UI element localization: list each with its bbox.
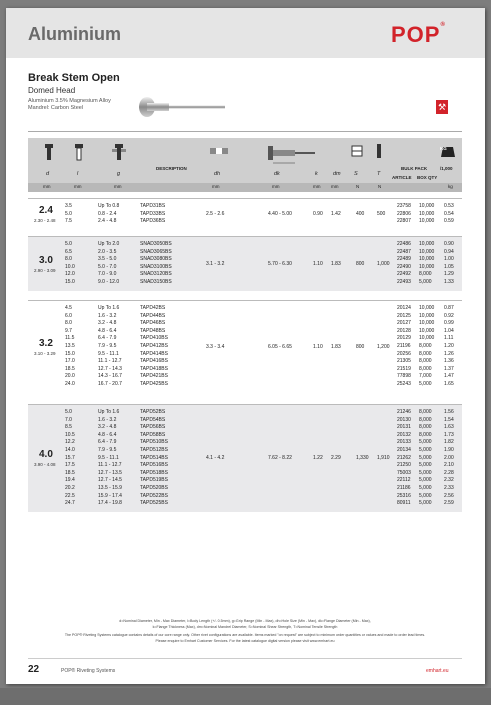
table-cell-g: Up To 2.0 xyxy=(98,241,120,247)
table-cell-art: 21305 xyxy=(397,358,411,365)
group-dk: 7.62 - 8.22 xyxy=(268,455,292,462)
table-cell-kg: 0.54 xyxy=(444,210,454,217)
table-cell-l: 6.5 xyxy=(65,248,72,255)
table-cell-desc: TAPD36BS xyxy=(140,218,166,225)
table-cell-l: 20.0 xyxy=(65,373,75,380)
table-cell-g: 12.7 - 13.5 xyxy=(98,469,122,476)
table-cell-kg: 1.00 xyxy=(444,256,454,263)
table-cell-art: 75003 xyxy=(397,469,411,476)
table-cell-qty: 8,000 xyxy=(419,365,432,372)
table-cell-kg: 1.04 xyxy=(444,327,454,334)
table-cell-art: 80911 xyxy=(397,500,411,507)
table-cell-art: 22493 xyxy=(397,279,411,285)
table-cell-kg: 1.65 xyxy=(444,381,454,387)
table-cell-desc: TAPD520BS xyxy=(140,485,168,491)
table-cell-g: Up To 1.6 xyxy=(98,409,120,415)
table-cell-art: 22807 xyxy=(397,218,411,225)
brand-text: POP xyxy=(391,22,441,47)
table-cell-l: 17.0 xyxy=(65,358,75,365)
footer-divider xyxy=(28,658,462,659)
table-cell-l: 5.0 xyxy=(65,210,72,217)
table-cell-kg: 0.59 xyxy=(444,218,454,225)
table-cell-kg: 0.90 xyxy=(444,241,454,247)
table-cell-g: 12.7 - 14.3 xyxy=(98,365,122,372)
table-cell-qty: 5,000 xyxy=(419,279,432,285)
pop-logo xyxy=(391,22,446,48)
table-cell-g: 14.3 - 16.7 xyxy=(98,373,122,380)
table-cell-art: 21246 xyxy=(397,409,411,415)
hdr-per-1000: /1,000 xyxy=(440,166,453,171)
table-cell-l: 7.5 xyxy=(65,218,72,225)
material-body: Aluminium 3.5% Magnesium Alloy xyxy=(28,98,111,104)
kg-label: KG xyxy=(440,146,447,151)
table-cell-g: 6.4 - 7.9 xyxy=(98,439,117,446)
page-number: 22 xyxy=(28,664,40,675)
table-cell-qty: 10,000 xyxy=(419,327,435,334)
table-cell-desc: SNAD3150BS xyxy=(140,279,172,285)
table-cell-desc: TAPD58BS xyxy=(140,431,166,438)
table-cell-qty: 5,000 xyxy=(419,492,432,499)
divider xyxy=(28,131,462,132)
group-dh: 3.3 - 3.4 xyxy=(206,343,225,350)
group-dm: 1.83 xyxy=(331,260,341,267)
hdr-dm: dm xyxy=(333,171,341,177)
table-cell-qty: 8,000 xyxy=(419,431,432,438)
group-dh: 2.5 - 2.6 xyxy=(206,211,225,218)
group-diameter-range: 3.90 - 4.08 xyxy=(34,462,56,468)
product-title: Break Stem Open xyxy=(28,72,120,84)
table-cell-desc: TAPD56BS xyxy=(140,424,166,431)
group-k: 1.22 xyxy=(313,455,323,462)
group-S: 1,330 xyxy=(356,455,369,462)
table-cell-g: 17.4 - 19.8 xyxy=(98,500,122,507)
table-cell-qty: 10,000 xyxy=(419,241,435,247)
table-cell-g: Up To 0.8 xyxy=(98,203,120,209)
table-cell-kg: 2.28 xyxy=(444,469,454,476)
hdr-g: g xyxy=(117,171,121,177)
group-diameter: 2.4 xyxy=(39,205,53,217)
footer-website: emhart.eu xyxy=(426,668,449,674)
table-cell-kg: 2.00 xyxy=(444,454,454,461)
table-cell-qty: 8,000 xyxy=(419,350,432,357)
group-T: 1,000 xyxy=(377,260,390,267)
table-cell-art: 20133 xyxy=(397,439,411,446)
table-cell-art: 25243 xyxy=(397,381,411,387)
table-cell-l: 8.0 xyxy=(65,256,72,263)
table-cell-qty: 8,000 xyxy=(419,343,432,349)
table-cell-kg: 0.94 xyxy=(444,248,454,255)
table-cell-qty: 10,000 xyxy=(419,312,435,319)
table-cell-kg: 1.54 xyxy=(444,416,454,423)
product-subtitle: Domed Head xyxy=(28,86,76,95)
hdr-dh: dh xyxy=(214,171,221,177)
table-cell-l: 10.5 xyxy=(65,431,75,438)
unit-T: N xyxy=(378,184,382,189)
table-cell-kg: 1.82 xyxy=(444,439,454,446)
table-cell-desc: TAPD33BS xyxy=(140,210,166,217)
table-cell-g: 16.7 - 20.7 xyxy=(98,381,122,387)
table-cell-art: 22806 xyxy=(397,210,411,217)
table-cell-art: 22492 xyxy=(397,271,411,278)
table-cell-art: 20125 xyxy=(397,312,411,319)
table-cell-qty: 5,000 xyxy=(419,381,432,387)
group-k: 0.90 xyxy=(313,211,323,218)
hdr-dk: dk xyxy=(274,171,280,177)
table-cell-art: 21186 xyxy=(397,485,411,491)
table-cell-kg: 2.32 xyxy=(444,477,454,484)
table-cell-qty: 8,000 xyxy=(419,424,432,431)
table-cell-l: 20.2 xyxy=(65,485,75,491)
table-cell-l: 12.2 xyxy=(65,439,75,446)
group-diameter: 4.0 xyxy=(39,449,53,461)
table-cell-kg: 1.20 xyxy=(444,343,454,349)
table-cell-qty: 5,000 xyxy=(419,469,432,476)
catalogue-page xyxy=(6,8,485,684)
grip-icon xyxy=(112,144,126,162)
table-cell-desc: TAPD44BS xyxy=(140,312,166,319)
table-cell-art: 20127 xyxy=(397,320,411,327)
table-cell-l: 15.0 xyxy=(65,279,75,285)
table-cell-art: 21519 xyxy=(397,365,411,372)
table-cell-g: 9.5 - 11.1 xyxy=(98,350,119,357)
table-cell-l: 10.0 xyxy=(65,263,75,270)
table-cell-desc: TAPD525BS xyxy=(140,500,168,507)
table-cell-kg: 1.33 xyxy=(444,279,454,285)
rivet-dimension-icon xyxy=(260,144,320,166)
hdr-l: l xyxy=(77,171,79,177)
table-cell-l: 11.5 xyxy=(65,335,75,342)
table-cell-desc: TAPD414BS xyxy=(140,350,168,357)
table-cell-kg: 1.47 xyxy=(444,373,454,380)
table-cell-l: 18.5 xyxy=(65,365,75,372)
footnote-2: k=Flange Thickness (Max), dm=Nominal Mandrel Diameter, S=Nominal Shear Strength, T=Nominal Tensile Strength xyxy=(152,625,338,629)
table-cell-kg: 1.37 xyxy=(444,365,454,372)
table-cell-desc: SNAD3080BS xyxy=(140,256,172,263)
table-cell-art: 20134 xyxy=(397,447,411,453)
group-S: 800 xyxy=(356,260,365,267)
table-cell-desc: TAPD418BS xyxy=(140,365,168,372)
table-cell-art: 23758 xyxy=(397,203,411,209)
table-cell-l: 15.0 xyxy=(65,350,75,357)
hdr-article: ARTICLE xyxy=(392,175,412,180)
table-cell-g: 3.5 - 5.0 xyxy=(98,256,117,263)
table-cell-g: Up To 1.6 xyxy=(98,305,120,311)
table-cell-qty: 10,000 xyxy=(419,256,435,263)
table-cell-kg: 0.99 xyxy=(444,320,454,327)
table-cell-l: 24.0 xyxy=(65,381,75,387)
table-cell-g: 7.0 - 9.0 xyxy=(98,271,117,278)
hdr-bulk-pack: BULK PACK xyxy=(401,166,428,171)
diameter-icon xyxy=(42,144,56,162)
unit-d: mm xyxy=(43,184,51,189)
unit-S: N xyxy=(356,184,360,189)
unit-g: mm xyxy=(114,184,122,189)
table-cell-art: 20129 xyxy=(397,335,411,342)
table-cell-kg: 0.53 xyxy=(444,203,454,209)
table-cell-g: 4.8 - 6.4 xyxy=(98,327,117,334)
table-cell-kg: 2.59 xyxy=(444,500,454,507)
viewer-bottom-bar xyxy=(0,688,491,705)
table-cell-art: 22486 xyxy=(397,241,411,247)
group-dh: 3.1 - 3.2 xyxy=(206,260,225,267)
table-cell-l: 24.7 xyxy=(65,500,75,507)
table-cell-desc: SNAD3065BS xyxy=(140,248,172,255)
group-dm: 2.29 xyxy=(331,455,341,462)
unit-k: mm xyxy=(313,184,321,189)
unit-dk: mm xyxy=(272,184,280,189)
table-cell-l: 5.0 xyxy=(65,409,72,415)
table-cell-desc: TAPD421BS xyxy=(140,373,168,380)
table-cell-art: 77898 xyxy=(397,373,411,380)
table-cell-g: 9.5 - 11.1 xyxy=(98,454,119,461)
table-cell-kg: 1.36 xyxy=(444,358,454,365)
table-cell-l: 13.5 xyxy=(65,343,75,349)
table-cell-l: 14.0 xyxy=(65,447,75,453)
table-cell-desc: TAPD31BS xyxy=(140,203,166,209)
table-cell-kg: 0.87 xyxy=(444,305,454,311)
table-cell-l: 18.5 xyxy=(65,469,75,476)
unit-l: mm xyxy=(74,184,82,189)
table-cell-l: 22.5 xyxy=(65,492,75,499)
table-cell-desc: TAPD416BS xyxy=(140,358,168,365)
table-cell-desc: TAPD54BS xyxy=(140,416,166,423)
table-cell-desc: TAPD519BS xyxy=(140,477,168,484)
table-cell-art: 22112 xyxy=(397,477,411,484)
footnote-3: The POP® Riveting Systems catalogue contains details of our core range only. Other rivet configurations are available. Items marked "on request" are subject to minimum order quantities or values and made to order lead times. xyxy=(64,633,426,637)
table-cell-kg: 1.29 xyxy=(444,271,454,278)
diameter-group xyxy=(28,236,462,291)
table-cell-art: 20124 xyxy=(397,305,411,311)
table-cell-art: 22489 xyxy=(397,256,411,263)
table-cell-l: 4.5 xyxy=(65,305,72,311)
table-cell-desc: TAPD46BS xyxy=(140,320,166,327)
table-cell-qty: 8,000 xyxy=(419,416,432,423)
table-cell-desc: TAPD425BS xyxy=(140,381,168,387)
group-S: 400 xyxy=(356,211,365,218)
table-cell-desc: TAPD516BS xyxy=(140,462,168,469)
group-T: 500 xyxy=(377,211,386,218)
table-cell-g: 2.4 - 4.8 xyxy=(98,218,117,225)
table-cell-qty: 5,000 xyxy=(419,447,432,453)
drill-icon: ⚒ xyxy=(437,102,447,112)
table-cell-desc: TAPD412BS xyxy=(140,343,168,349)
footnote-4: Please enquire to Emhart Customer Services. For the latest catalogue digital version please visit www.emhart.eu xyxy=(155,639,335,643)
table-cell-desc: TAPD410BS xyxy=(140,335,168,342)
table-cell-art: 20256 xyxy=(397,350,411,357)
table-cell-desc: TAPD514BS xyxy=(140,454,168,461)
group-S: 800 xyxy=(356,343,365,350)
unit-dm: mm xyxy=(331,184,339,189)
group-k: 1.10 xyxy=(313,343,323,350)
table-cell-g: 6.4 - 7.9 xyxy=(98,335,117,342)
table-cell-qty: 5,000 xyxy=(419,500,432,507)
table-cell-qty: 5,000 xyxy=(419,454,432,461)
group-diameter-range: 2.90 - 3.09 xyxy=(34,267,56,273)
table-cell-kg: 0.92 xyxy=(444,312,454,319)
table-cell-desc: TAPD52BS xyxy=(140,409,166,415)
table-cell-g: 4.8 - 6.4 xyxy=(98,431,117,438)
group-k: 1.10 xyxy=(313,260,323,267)
table-cell-qty: 10,000 xyxy=(419,218,435,225)
table-cell-g: 11.1 - 12.7 xyxy=(98,358,122,365)
table-cell-l: 6.0 xyxy=(65,312,72,319)
group-dm: 1.83 xyxy=(331,343,341,350)
length-icon xyxy=(72,144,86,162)
table-cell-l: 9.7 xyxy=(65,327,72,334)
table-cell-kg: 2.10 xyxy=(444,462,454,469)
footer-system: POP® Riveting Systems xyxy=(61,668,116,674)
tensile-icon xyxy=(372,144,386,158)
table-cell-kg: 1.73 xyxy=(444,431,454,438)
table-cell-art: 22490 xyxy=(397,263,411,270)
table-cell-kg: 1.90 xyxy=(444,447,454,453)
footnote-1: d=Nominal Diameter, Min - Max Diameter, l=Body Length (+/- 0.5mm), g=Grip Range (Min - Max), dh=Hole Size (Min - Max), dk=Flange Diameter (Min - Max), xyxy=(119,619,371,623)
table-cell-kg: 1.11 xyxy=(444,335,454,342)
table-cell-desc: TAPD522BS xyxy=(140,492,168,499)
table-cell-l: 15.7 xyxy=(65,454,75,461)
group-diameter: 3.2 xyxy=(39,337,53,349)
table-cell-art: 21196 xyxy=(397,343,411,349)
table-header xyxy=(28,138,462,183)
table-cell-kg: 1.05 xyxy=(444,263,454,270)
group-dk: 6.05 - 6.65 xyxy=(268,343,292,350)
table-cell-kg: 1.63 xyxy=(444,424,454,431)
brand-mark: ® xyxy=(440,22,446,28)
table-cell-l: 19.4 xyxy=(65,477,75,484)
group-diameter-range: 2.30 - 2.48 xyxy=(34,218,56,224)
table-cell-g: 13.5 - 15.9 xyxy=(98,485,122,491)
table-cell-desc: SNAD3050BS xyxy=(140,241,172,247)
table-cell-qty: 10,000 xyxy=(419,203,435,209)
table-cell-kg: 1.26 xyxy=(444,350,454,357)
group-dm: 1.42 xyxy=(331,211,341,218)
table-cell-art: 21262 xyxy=(397,454,411,461)
section-header xyxy=(6,8,485,58)
unit-dh: mm xyxy=(212,184,220,189)
table-cell-g: 7.9 - 9.5 xyxy=(98,343,117,349)
table-cell-art: 22487 xyxy=(397,248,411,255)
hdr-S: S xyxy=(354,171,358,177)
table-cell-qty: 8,000 xyxy=(419,409,432,415)
table-cell-g: 2.0 - 3.5 xyxy=(98,248,117,255)
group-dh: 4.1 - 4.2 xyxy=(206,455,225,462)
table-cell-g: 7.9 - 9.5 xyxy=(98,447,117,453)
table-cell-desc: TAPD512BS xyxy=(140,447,168,453)
table-cell-g: 5.0 - 7.0 xyxy=(98,263,117,270)
hdr-box-qty: BOX QTY xyxy=(417,175,438,180)
group-diameter: 3.0 xyxy=(39,254,53,266)
table-cell-desc: TAPD48BS xyxy=(140,327,166,334)
table-cell-l: 17.5 xyxy=(65,462,75,469)
table-cell-qty: 8,000 xyxy=(419,271,432,278)
table-cell-l: 8.5 xyxy=(65,424,72,431)
table-cell-qty: 5,000 xyxy=(419,439,432,446)
table-cell-desc: TAPD510BS xyxy=(140,439,168,446)
table-cell-qty: 8,000 xyxy=(419,358,432,365)
group-dk: 5.70 - 6.30 xyxy=(268,260,292,267)
table-cell-l: 3.5 xyxy=(65,203,72,209)
table-cell-qty: 7,000 xyxy=(419,373,432,380)
diameter-group xyxy=(28,300,462,393)
section-title: Aluminium xyxy=(28,24,121,44)
shear-icon xyxy=(350,144,364,158)
material-mandrel: Mandrel: Carbon Steel xyxy=(28,105,84,111)
table-cell-desc: SNAD3100BS xyxy=(140,263,172,270)
table-cell-g: 1.6 - 3.2 xyxy=(98,312,117,319)
table-cell-desc: SNAD3120BS xyxy=(140,271,172,278)
table-cell-g: 15.9 - 17.4 xyxy=(98,492,122,499)
table-cell-g: 9.0 - 12.0 xyxy=(98,279,120,285)
unit-kg: kg xyxy=(448,184,453,189)
diameter-group xyxy=(28,404,462,512)
table-cell-desc: TAPD42BS xyxy=(140,305,166,311)
table-cell-qty: 10,000 xyxy=(419,248,435,255)
hdr-T: T xyxy=(377,171,381,177)
group-T: 1,200 xyxy=(377,343,390,350)
table-cell-art: 21250 xyxy=(397,462,411,469)
table-cell-art: 25316 xyxy=(397,492,411,499)
diameter-group xyxy=(28,198,462,230)
table-cell-g: 1.6 - 3.2 xyxy=(98,416,117,423)
table-cell-kg: 2.56 xyxy=(444,492,454,499)
table-cell-art: 20131 xyxy=(397,424,411,431)
table-cell-desc: TAPD518BS xyxy=(140,469,168,476)
table-cell-kg: 1.56 xyxy=(444,409,454,415)
table-cell-l: 7.0 xyxy=(65,416,72,423)
table-cell-art: 20130 xyxy=(397,416,411,423)
group-diameter-range: 3.10 - 3.29 xyxy=(34,350,56,356)
table-cell-qty: 5,000 xyxy=(419,485,432,491)
hole-size-icon xyxy=(210,144,228,158)
table-cell-qty: 10,000 xyxy=(419,210,435,217)
table-cell-art: 20128 xyxy=(397,327,411,334)
group-T: 1,910 xyxy=(377,455,390,462)
table-cell-art: 20132 xyxy=(397,431,411,438)
table-cell-g: 12.7 - 14.5 xyxy=(98,477,122,484)
rivet-image xyxy=(138,96,228,118)
table-cell-l: 5.0 xyxy=(65,241,72,247)
table-cell-qty: 10,000 xyxy=(419,263,435,270)
table-cell-l: 8.0 xyxy=(65,320,72,327)
table-cell-qty: 5,000 xyxy=(419,477,432,484)
table-cell-kg: 2.33 xyxy=(444,485,454,491)
table-cell-g: 11.1 - 12.7 xyxy=(98,462,122,469)
table-cell-l: 12.0 xyxy=(65,271,75,278)
units-row xyxy=(28,183,462,192)
group-dk: 4.40 - 5.00 xyxy=(268,211,292,218)
table-cell-qty: 10,000 xyxy=(419,305,435,311)
table-cell-qty: 5,000 xyxy=(419,462,432,469)
table-cell-qty: 10,000 xyxy=(419,335,435,342)
table-cell-qty: 10,000 xyxy=(419,320,435,327)
hdr-description: DESCRIPTION xyxy=(156,166,187,171)
table-cell-g: 3.2 - 4.8 xyxy=(98,424,117,431)
table-cell-g: 3.2 - 4.8 xyxy=(98,320,117,327)
hdr-k: k xyxy=(315,171,318,177)
table-cell-g: 0.8 - 2.4 xyxy=(98,210,117,217)
hdr-d: d xyxy=(46,171,50,177)
